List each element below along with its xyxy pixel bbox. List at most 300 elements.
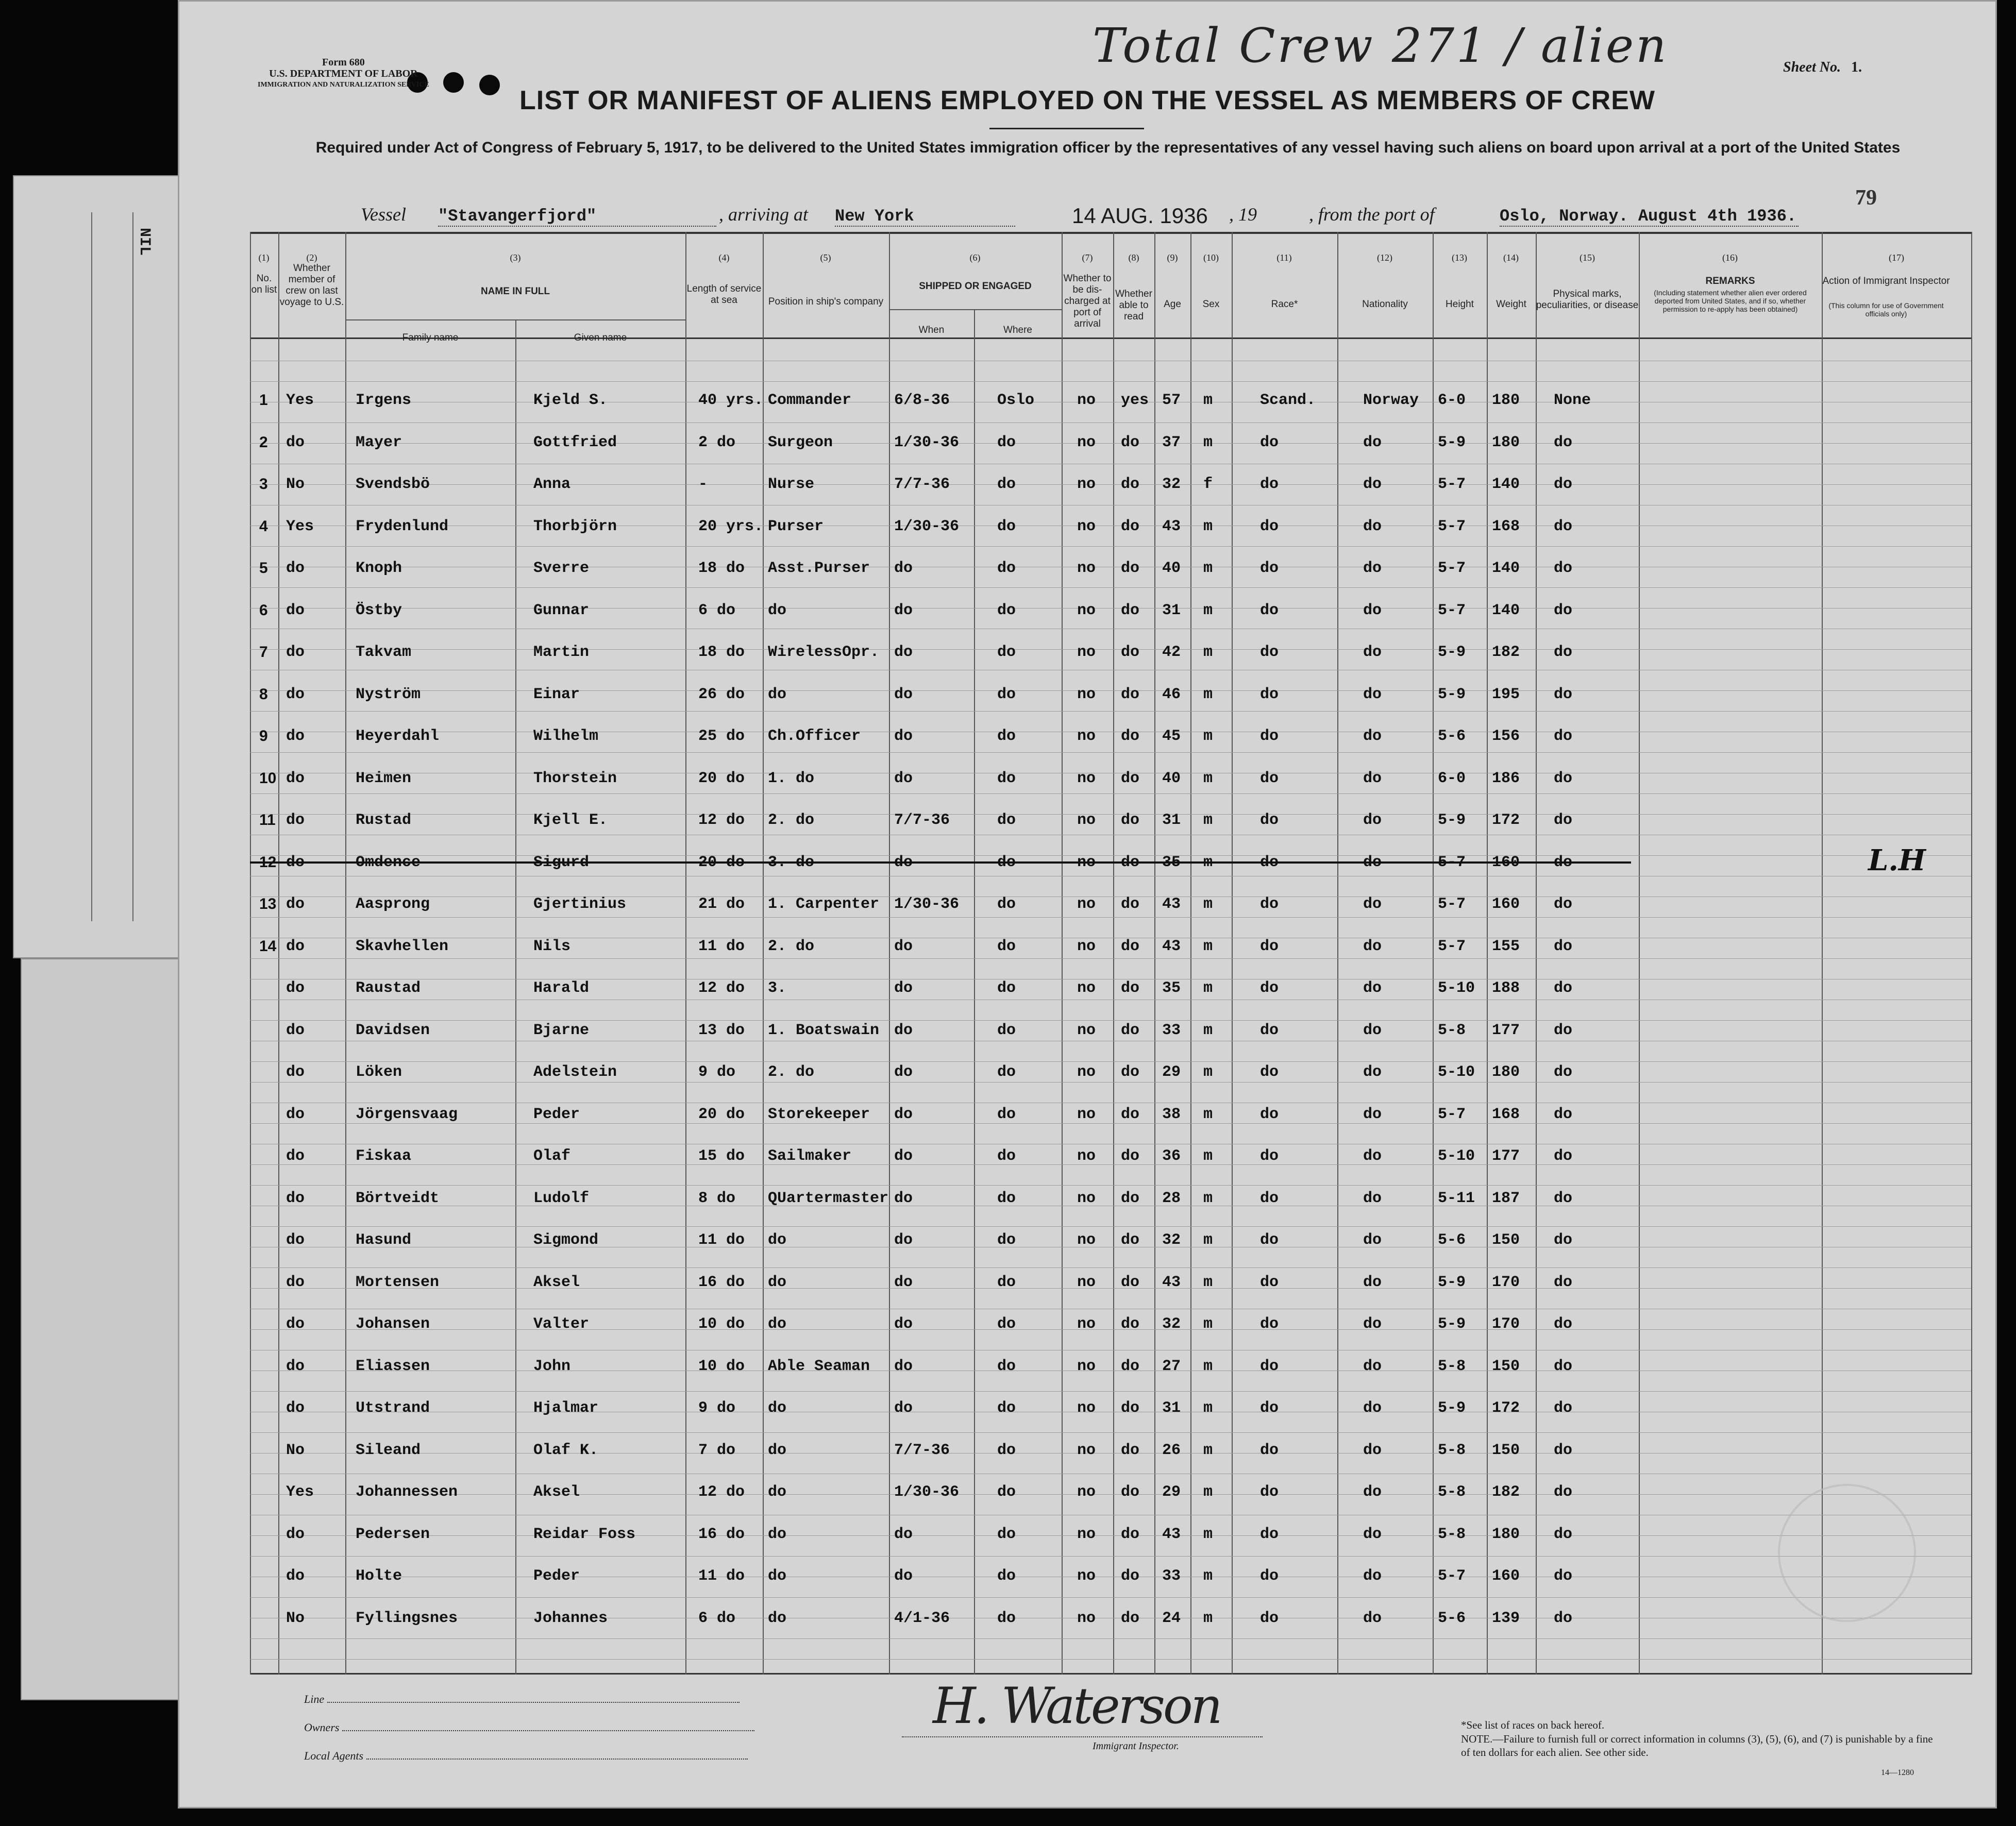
position-cell: 1. Carpenter — [768, 895, 880, 913]
agents-label: Local Agents — [304, 1749, 364, 1762]
family-name-cell: Börtveidt — [356, 1189, 440, 1207]
nationality-cell: do — [1363, 895, 1382, 913]
given-name-cell: Wilhelm — [533, 728, 599, 745]
service-cell: 2 do — [698, 433, 736, 451]
where-cell: do — [997, 853, 1016, 871]
service-cell: 40 yrs. — [698, 392, 764, 409]
table-row — [250, 1006, 1971, 1047]
height-cell: 5-9 — [1438, 811, 1466, 829]
service-cell: - — [698, 476, 708, 493]
marks-cell: do — [1554, 1147, 1573, 1165]
family-name-cell: Heimen — [356, 769, 412, 787]
read-cell: do — [1121, 853, 1140, 871]
marks-cell: do — [1554, 937, 1573, 955]
position-cell: Nurse — [768, 476, 815, 493]
read-cell: do — [1121, 1315, 1140, 1333]
read-cell: do — [1121, 1483, 1140, 1501]
marks-cell: do — [1554, 1021, 1573, 1039]
read-cell: do — [1121, 1189, 1140, 1207]
weight-cell: 140 — [1492, 476, 1520, 493]
sheet-number — [1783, 59, 1862, 76]
hd-weight: Weight — [1496, 299, 1526, 310]
nationality-cell: do — [1363, 644, 1382, 661]
age-cell: 31 — [1162, 601, 1181, 619]
when-cell: do — [894, 1189, 913, 1207]
where-cell: do — [997, 644, 1016, 661]
hd-height: Height — [1446, 299, 1474, 310]
family-name-cell: Utstrand — [356, 1399, 430, 1417]
given-name-cell: Reidar Foss — [533, 1525, 636, 1543]
race-cell: do — [1260, 601, 1279, 619]
nationality-cell: do — [1363, 601, 1382, 619]
read-cell: do — [1121, 1105, 1140, 1123]
age-cell: 46 — [1162, 685, 1181, 703]
read-cell: do — [1121, 1357, 1140, 1375]
prev-voyage-cell: do — [286, 937, 305, 955]
form-code: 14—1280 — [1881, 1768, 1914, 1777]
discharged-cell: no — [1077, 1609, 1096, 1627]
position-cell: 1. Boatswain — [768, 1021, 880, 1039]
marks-cell: do — [1554, 979, 1573, 997]
when-cell: do — [894, 853, 913, 871]
handwritten-total: Total Crew 271 / alien — [1093, 18, 1669, 73]
column-number: (14) — [1503, 252, 1519, 263]
height-cell: 5-7 — [1438, 853, 1466, 871]
service-cell: 6 do — [698, 601, 736, 619]
race-cell: do — [1260, 1357, 1279, 1375]
table-row — [250, 712, 1971, 753]
table-row — [250, 1552, 1971, 1593]
service-cell: 10 do — [698, 1315, 745, 1333]
nationality-cell: do — [1363, 1105, 1382, 1123]
column-number: (17) — [1889, 252, 1904, 263]
given-name-cell: Thorbjörn — [533, 517, 617, 535]
where-cell: do — [997, 1021, 1016, 1039]
height-cell: 5-8 — [1438, 1021, 1466, 1039]
discharged-cell: no — [1077, 1105, 1096, 1123]
table-row — [250, 1216, 1971, 1257]
hd-read: Whether able to read — [1115, 289, 1152, 322]
marks-cell: do — [1554, 517, 1573, 535]
table-bottom-rule — [250, 1673, 1971, 1675]
marks-cell: do — [1554, 1273, 1573, 1291]
when-cell: do — [894, 1147, 913, 1165]
position-cell: 2. do — [768, 811, 815, 829]
age-cell: 43 — [1162, 1525, 1181, 1543]
age-cell: 40 — [1162, 560, 1181, 577]
nationality-cell: do — [1363, 1273, 1382, 1291]
given-name-cell: Gjertinius — [533, 895, 627, 913]
table-row — [250, 460, 1971, 501]
discharged-cell: no — [1077, 517, 1096, 535]
discharged-cell: no — [1077, 728, 1096, 745]
sex-cell: m — [1203, 1441, 1213, 1459]
discharged-cell: no — [1077, 895, 1096, 913]
when-cell: do — [894, 728, 913, 745]
when-cell: 4/1-36 — [894, 1609, 950, 1627]
age-cell: 35 — [1162, 979, 1181, 997]
prev-voyage-cell: do — [286, 560, 305, 577]
family-name-cell: Davidsen — [356, 1021, 430, 1039]
row-number: 5 — [259, 560, 268, 577]
sex-cell: m — [1203, 601, 1213, 619]
given-name-cell: Nils — [533, 937, 571, 955]
race-cell: do — [1260, 1063, 1279, 1081]
sheet-label: Sheet No. — [1783, 59, 1841, 75]
sex-cell: m — [1203, 895, 1213, 913]
family-name-cell: Raustad — [356, 979, 421, 997]
discharged-cell: no — [1077, 1483, 1096, 1501]
race-cell: do — [1260, 517, 1279, 535]
given-name-cell: Adelstein — [533, 1063, 617, 1081]
service-cell: 10 do — [698, 1357, 745, 1375]
given-name-cell: Thorstein — [533, 769, 617, 787]
marks-cell: do — [1554, 769, 1573, 787]
given-name-cell: Kjeld S. — [533, 392, 608, 409]
when-cell: do — [894, 1273, 913, 1291]
read-cell: do — [1121, 1525, 1140, 1543]
family-name-cell: Fyllingsnes — [356, 1609, 458, 1627]
service-cell: 18 do — [698, 560, 745, 577]
position-cell: do — [768, 1231, 787, 1249]
where-cell: do — [997, 1063, 1016, 1081]
where-cell: do — [997, 979, 1016, 997]
where-cell: do — [997, 1315, 1016, 1333]
service-cell: 13 do — [698, 1021, 745, 1039]
race-cell: Scand. — [1260, 392, 1316, 409]
weight-cell: 150 — [1492, 1231, 1520, 1249]
race-cell: do — [1260, 1567, 1279, 1585]
height-cell: 5-8 — [1438, 1357, 1466, 1375]
weight-cell: 177 — [1492, 1021, 1520, 1039]
height-cell: 5-7 — [1438, 1567, 1466, 1585]
age-cell: 57 — [1162, 392, 1181, 409]
marks-cell: do — [1554, 728, 1573, 745]
service-cell: 8 do — [698, 1189, 736, 1207]
sex-cell: f — [1203, 476, 1213, 493]
family-name-cell: Pedersen — [356, 1525, 430, 1543]
where-cell: do — [997, 560, 1016, 577]
weight-cell: 180 — [1492, 1525, 1520, 1543]
marks-cell: do — [1554, 560, 1573, 577]
when-cell: do — [894, 1063, 913, 1081]
age-cell: 29 — [1162, 1483, 1181, 1501]
row-rule — [250, 1638, 1971, 1639]
race-cell: do — [1260, 1189, 1279, 1207]
discharged-cell: no — [1077, 811, 1096, 829]
table-row — [250, 922, 1971, 963]
age-cell: 32 — [1162, 1231, 1181, 1249]
prev-voyage-cell: do — [286, 1021, 305, 1039]
family-name-cell: Knoph — [356, 560, 402, 577]
height-cell: 5-10 — [1438, 1063, 1475, 1081]
when-cell: do — [894, 644, 913, 661]
hd-service: Length of service at sea — [686, 283, 762, 306]
marks-cell: do — [1554, 1231, 1573, 1249]
weight-cell: 172 — [1492, 1399, 1520, 1417]
sex-cell: m — [1203, 1021, 1213, 1039]
row-number: 3 — [259, 476, 268, 493]
arrival-port-value: New York — [835, 207, 1015, 227]
row-rule — [250, 1659, 1971, 1660]
race-cell: do — [1260, 1273, 1279, 1291]
when-cell: do — [894, 560, 913, 577]
discharged-cell: no — [1077, 769, 1096, 787]
read-cell: do — [1121, 1063, 1140, 1081]
where-cell: do — [997, 1189, 1016, 1207]
prev-voyage-cell: No — [286, 1441, 305, 1459]
prev-voyage-cell: Yes — [286, 1483, 314, 1501]
department: U.S. DEPARTMENT OF LABOR — [269, 68, 418, 79]
family-name-cell: Rustad — [356, 811, 412, 829]
weight-cell: 150 — [1492, 1441, 1520, 1459]
given-name-cell: Kjell E. — [533, 811, 608, 829]
when-cell: do — [894, 601, 913, 619]
discharged-cell: no — [1077, 476, 1096, 493]
sex-cell: m — [1203, 1063, 1213, 1081]
nationality-cell: do — [1363, 1231, 1382, 1249]
table-row — [250, 1594, 1971, 1635]
prev-voyage-cell: do — [286, 1189, 305, 1207]
service-cell: 20 do — [698, 1105, 745, 1123]
given-name-cell: Johannes — [533, 1609, 608, 1627]
given-name-cell: Martin — [533, 644, 590, 661]
discharged-cell: no — [1077, 853, 1096, 871]
height-cell: 5-7 — [1438, 1105, 1466, 1123]
position-cell: Commander — [768, 392, 852, 409]
when-cell: do — [894, 1105, 913, 1123]
hd-when: When — [918, 325, 945, 335]
family-name-cell: Svendsbö — [356, 476, 430, 493]
embossed-seal — [1778, 1484, 1916, 1622]
service-cell: 16 do — [698, 1525, 745, 1543]
vessel-name — [438, 204, 716, 227]
read-cell: do — [1121, 476, 1140, 493]
sex-cell: m — [1203, 1189, 1213, 1207]
row-number: 7 — [259, 644, 268, 661]
read-cell: do — [1121, 769, 1140, 787]
race-cell: do — [1260, 979, 1279, 997]
prev-voyage-cell: do — [286, 811, 305, 829]
nationality-cell: do — [1363, 853, 1382, 871]
sex-cell: m — [1203, 1105, 1213, 1123]
position-cell: 3. — [768, 979, 787, 997]
where-cell: do — [997, 1525, 1016, 1543]
height-cell: 5-7 — [1438, 601, 1466, 619]
table-row — [250, 1426, 1971, 1467]
weight-cell: 140 — [1492, 560, 1520, 577]
prev-voyage-cell: do — [286, 685, 305, 703]
read-cell: do — [1121, 517, 1140, 535]
marks-cell: do — [1554, 476, 1573, 493]
height-cell: 5-7 — [1438, 476, 1466, 493]
service-cell: 25 do — [698, 728, 745, 745]
marks-cell: do — [1554, 811, 1573, 829]
given-name-cell: Sverre — [533, 560, 590, 577]
weight-cell: 155 — [1492, 937, 1520, 955]
age-cell: 29 — [1162, 1063, 1181, 1081]
nationality-cell: do — [1363, 1399, 1382, 1417]
table-top-rule — [250, 232, 1971, 234]
hd-sex: Sex — [1202, 299, 1220, 310]
table-row — [250, 544, 1971, 585]
family-name-cell: Jörgensvaag — [356, 1105, 458, 1123]
service-cell: 6 do — [698, 1609, 736, 1627]
sex-cell: m — [1203, 1609, 1213, 1627]
position-cell: Able Seaman — [768, 1357, 870, 1375]
discharged-cell: no — [1077, 433, 1096, 451]
column-number: (12) — [1377, 252, 1392, 263]
prev-voyage-cell: do — [286, 853, 305, 871]
nationality-cell: do — [1363, 1441, 1382, 1459]
discharged-cell: no — [1077, 1399, 1096, 1417]
age-cell: 43 — [1162, 895, 1181, 913]
marks-cell: do — [1554, 433, 1573, 451]
owners-rule — [342, 1730, 754, 1731]
where-cell: do — [997, 1567, 1016, 1585]
weight-cell: 139 — [1492, 1609, 1520, 1627]
discharged-cell: no — [1077, 979, 1096, 997]
nationality-cell: do — [1363, 1315, 1382, 1333]
height-cell: 6-0 — [1438, 769, 1466, 787]
column-number: (11) — [1276, 252, 1292, 263]
page-title: LIST OR MANIFEST OF ALIENS EMPLOYED ON THE VESSEL AS MEMBERS OF CREW — [519, 86, 1655, 115]
discharged-cell: no — [1077, 1063, 1096, 1081]
prev-voyage-cell: do — [286, 1231, 305, 1249]
race-cell: do — [1260, 1021, 1279, 1039]
when-cell: 7/7-36 — [894, 811, 950, 829]
read-cell: yes — [1121, 392, 1149, 409]
when-cell: 7/7-36 — [894, 476, 950, 493]
given-name-cell: Olaf — [533, 1147, 571, 1165]
prev-voyage-cell: do — [286, 1105, 305, 1123]
table-row — [250, 1468, 1971, 1509]
where-cell: Oslo — [997, 392, 1035, 409]
age-cell: 37 — [1162, 433, 1181, 451]
marks-cell: do — [1554, 1357, 1573, 1375]
prev-voyage-cell: do — [286, 728, 305, 745]
nationality-cell: do — [1363, 1567, 1382, 1585]
weight-cell: 180 — [1492, 433, 1520, 451]
when-cell: 7/7-36 — [894, 1441, 950, 1459]
weight-cell: 172 — [1492, 811, 1520, 829]
weight-cell: 195 — [1492, 685, 1520, 703]
prev-voyage-cell: do — [286, 433, 305, 451]
service-cell: 7 do — [698, 1441, 736, 1459]
service-cell: 12 do — [698, 811, 745, 829]
column-number: (1) — [258, 252, 270, 263]
read-cell: do — [1121, 685, 1140, 703]
hd-given: Given name — [574, 332, 627, 343]
table-row — [250, 964, 1971, 1005]
age-cell: 31 — [1162, 811, 1181, 829]
sex-cell: m — [1203, 1399, 1213, 1417]
weight-cell: 186 — [1492, 769, 1520, 787]
column-number: (9) — [1167, 252, 1178, 263]
discharged-cell: no — [1077, 1273, 1096, 1291]
age-cell: 33 — [1162, 1021, 1181, 1039]
marks-cell: do — [1554, 1441, 1573, 1459]
age-cell: 28 — [1162, 1189, 1181, 1207]
position-cell: 2. do — [768, 937, 815, 955]
weight-cell: 170 — [1492, 1273, 1520, 1291]
when-cell: do — [894, 1567, 913, 1585]
hd-name: NAME IN FULL — [480, 286, 550, 297]
year-label: , 19 — [1229, 204, 1257, 225]
position-cell: WirelessOpr. — [768, 644, 880, 661]
prev-voyage-cell: do — [286, 1063, 305, 1081]
where-cell: do — [997, 1441, 1016, 1459]
family-name-cell: Johannessen — [356, 1483, 458, 1501]
sex-cell: m — [1203, 728, 1213, 745]
discharged-cell: no — [1077, 644, 1096, 661]
weight-cell: 160 — [1492, 853, 1520, 871]
sex-cell: m — [1203, 979, 1213, 997]
height-cell: 5-9 — [1438, 1273, 1466, 1291]
races-note: *See list of races on back hereof. — [1461, 1719, 1605, 1731]
prev-voyage-cell: Yes — [286, 392, 314, 409]
hd-nationality: Nationality — [1362, 299, 1408, 310]
flap-col-rule — [132, 212, 133, 921]
when-cell: do — [894, 1525, 913, 1543]
family-name-cell: Takvam — [356, 644, 412, 661]
marks-cell: do — [1554, 895, 1573, 913]
from-label: , from the port of — [1309, 204, 1435, 225]
weight-cell: 140 — [1492, 601, 1520, 619]
discharged-cell: no — [1077, 1357, 1096, 1375]
line-label: Line — [304, 1693, 325, 1705]
service: IMMIGRATION AND NATURALIZATION SERVICE — [258, 81, 429, 89]
when-cell: 1/30-36 — [894, 517, 960, 535]
race-cell: do — [1260, 1231, 1279, 1249]
column-number: (8) — [1128, 252, 1139, 263]
sex-cell: m — [1203, 769, 1213, 787]
column-number: (7) — [1082, 252, 1093, 263]
read-cell: do — [1121, 601, 1140, 619]
given-name-cell: Gunnar — [533, 601, 590, 619]
age-cell: 32 — [1162, 1315, 1181, 1333]
origin-port — [1500, 204, 1799, 227]
marks-cell: do — [1554, 644, 1573, 661]
height-cell: 5-11 — [1438, 1189, 1475, 1207]
when-cell: do — [894, 1315, 913, 1333]
nationality-cell: do — [1363, 517, 1382, 535]
prev-voyage-cell: Yes — [286, 517, 314, 535]
hd-discharged: Whether to be dis-charged at port of arrival — [1063, 273, 1112, 329]
position-cell: do — [768, 1273, 787, 1291]
race-cell: do — [1260, 1483, 1279, 1501]
inspector-signature: H. Waterson — [933, 1677, 1221, 1735]
height-cell: 5-7 — [1438, 517, 1466, 535]
given-name-cell: Harald — [533, 979, 590, 997]
weight-cell: 182 — [1492, 644, 1520, 661]
discharged-cell: no — [1077, 392, 1096, 409]
when-cell: do — [894, 1399, 913, 1417]
weight-cell: 150 — [1492, 1357, 1520, 1375]
sex-cell: m — [1203, 1567, 1213, 1585]
where-cell: do — [997, 601, 1016, 619]
discharged-cell: no — [1077, 1021, 1096, 1039]
read-cell: do — [1121, 560, 1140, 577]
prev-voyage-cell: do — [286, 1315, 305, 1333]
read-cell: do — [1121, 1021, 1140, 1039]
sex-cell: m — [1203, 560, 1213, 577]
height-cell: 6-0 — [1438, 392, 1466, 409]
form-header — [258, 57, 429, 91]
marks-cell: do — [1554, 1315, 1573, 1333]
given-name-cell: Sigmond — [533, 1231, 599, 1249]
nationality-cell: do — [1363, 1525, 1382, 1543]
